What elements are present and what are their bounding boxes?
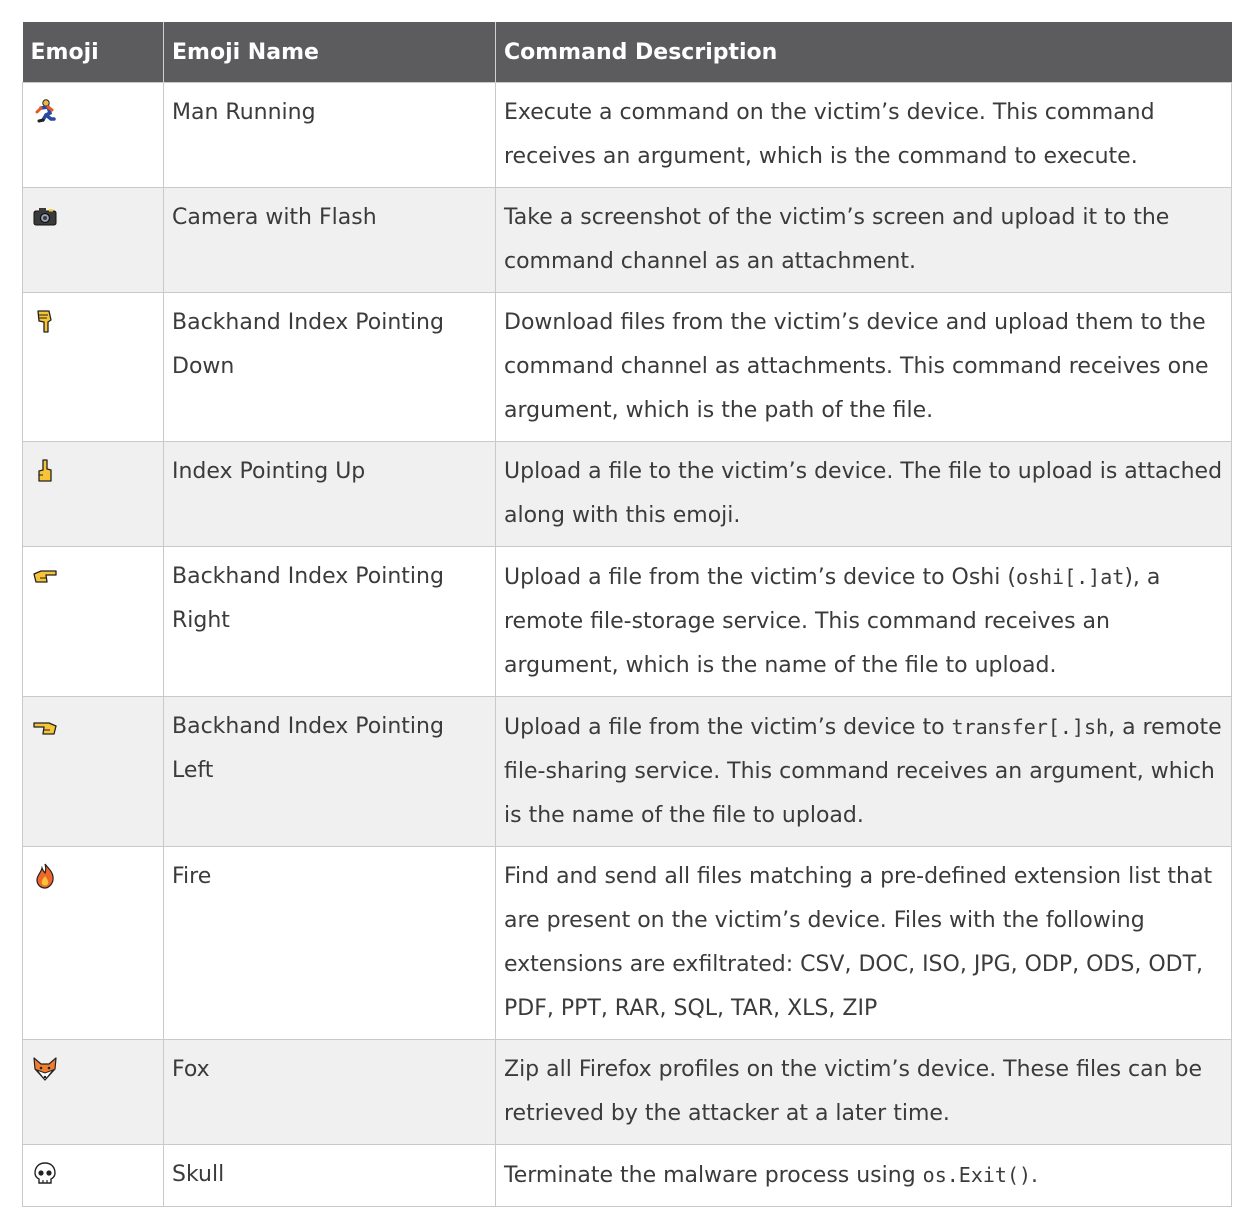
emoji-cell — [23, 188, 164, 293]
description-text: . — [1031, 1163, 1039, 1188]
table-row — [23, 83, 1232, 188]
emoji-cell — [23, 442, 164, 547]
table-header-row — [23, 22, 1232, 83]
backhand-index-pointing-down-icon — [31, 308, 59, 336]
fox-icon — [31, 1055, 59, 1083]
camera-with-flash-icon — [31, 203, 59, 231]
inline-code: oshi[.]at — [1015, 565, 1125, 589]
emoji-cell — [23, 83, 164, 188]
table-row — [23, 1040, 1232, 1145]
command-description — [496, 847, 1232, 1040]
emoji-name: Skull — [164, 1145, 496, 1207]
skull-icon — [31, 1160, 59, 1188]
table-row — [23, 847, 1232, 1040]
man-running-icon — [31, 98, 59, 126]
emoji-cell — [23, 1040, 164, 1145]
description-text: Find and send all files matching a pre-defined extension list that are present on the victim’s device. Files with the following extensions are exfiltrated: CSV, DOC, ISO, JPG, ODP, ODS, ODT, PDF, PPT, RAR, SQL, TAR, XLS, ZIP — [504, 864, 1213, 1021]
emoji-name: Backhand Index Pointing Left — [164, 697, 496, 847]
table-row — [23, 547, 1232, 697]
description-text: , a remote file-sharing service. This command receives an argument, which is the name of the file to upload. — [504, 715, 1222, 828]
emoji-cell — [23, 847, 164, 1040]
description-text: Terminate the malware process using — [504, 1163, 923, 1188]
description-text: Download files from the victim’s device and upload them to the command channel as attachments. This command receives one argument, which is the path of the file. — [504, 310, 1209, 423]
description-text: Zip all Firefox profiles on the victim’s device. These files can be retrieved by the attacker at a later time. — [504, 1057, 1203, 1126]
description-text: Upload a file from the victim’s device to — [504, 715, 952, 740]
command-description — [496, 83, 1232, 188]
description-text: Execute a command on the victim’s device. This command receives an argument, which is the command to execute. — [504, 100, 1155, 169]
fire-icon — [31, 862, 59, 890]
command-description — [496, 547, 1232, 697]
description-text: Upload a file to the victim’s device. The file to upload is attached along with this emoji. — [504, 459, 1223, 528]
description-text: ), a remote file-storage service. This command receives an argument, which is the name of the file to upload. — [504, 565, 1161, 678]
command-description — [496, 293, 1232, 442]
emoji-name: Man Running — [164, 83, 496, 188]
table-row — [23, 442, 1232, 547]
command-description — [496, 1145, 1232, 1207]
table-row — [23, 1145, 1232, 1207]
table-row — [23, 293, 1232, 442]
command-table — [22, 22, 1231, 1207]
emoji-cell — [23, 1145, 164, 1207]
table-row — [23, 188, 1232, 293]
emoji-cell — [23, 697, 164, 847]
emoji-name: Backhand Index Pointing Right — [164, 547, 496, 697]
emoji-name: Fox — [164, 1040, 496, 1145]
emoji-name: Index Pointing Up — [164, 442, 496, 547]
inline-code: os.Exit() — [922, 1163, 1032, 1187]
command-description — [496, 1040, 1232, 1145]
index-pointing-up-icon — [31, 457, 59, 485]
emoji-name: Backhand Index Pointing Down — [164, 293, 496, 442]
emoji-command-table — [22, 22, 1232, 1207]
description-text: Take a screenshot of the victim’s screen and upload it to the command channel as an attachment. — [504, 205, 1170, 274]
backhand-index-pointing-left-icon — [31, 712, 59, 740]
emoji-cell — [23, 547, 164, 697]
emoji-cell — [23, 293, 164, 442]
header-command-description: Command Description — [496, 22, 1232, 83]
header-emoji-name: Emoji Name — [164, 22, 496, 83]
description-text: Upload a file from the victim’s device to Oshi ( — [504, 565, 1016, 590]
command-description — [496, 188, 1232, 293]
backhand-index-pointing-right-icon — [31, 562, 59, 590]
inline-code: transfer[.]sh — [951, 715, 1109, 739]
header-emoji: Emoji — [23, 22, 164, 83]
emoji-name: Fire — [164, 847, 496, 1040]
command-description — [496, 697, 1232, 847]
command-description — [496, 442, 1232, 547]
table-row — [23, 697, 1232, 847]
emoji-name: Camera with Flash — [164, 188, 496, 293]
